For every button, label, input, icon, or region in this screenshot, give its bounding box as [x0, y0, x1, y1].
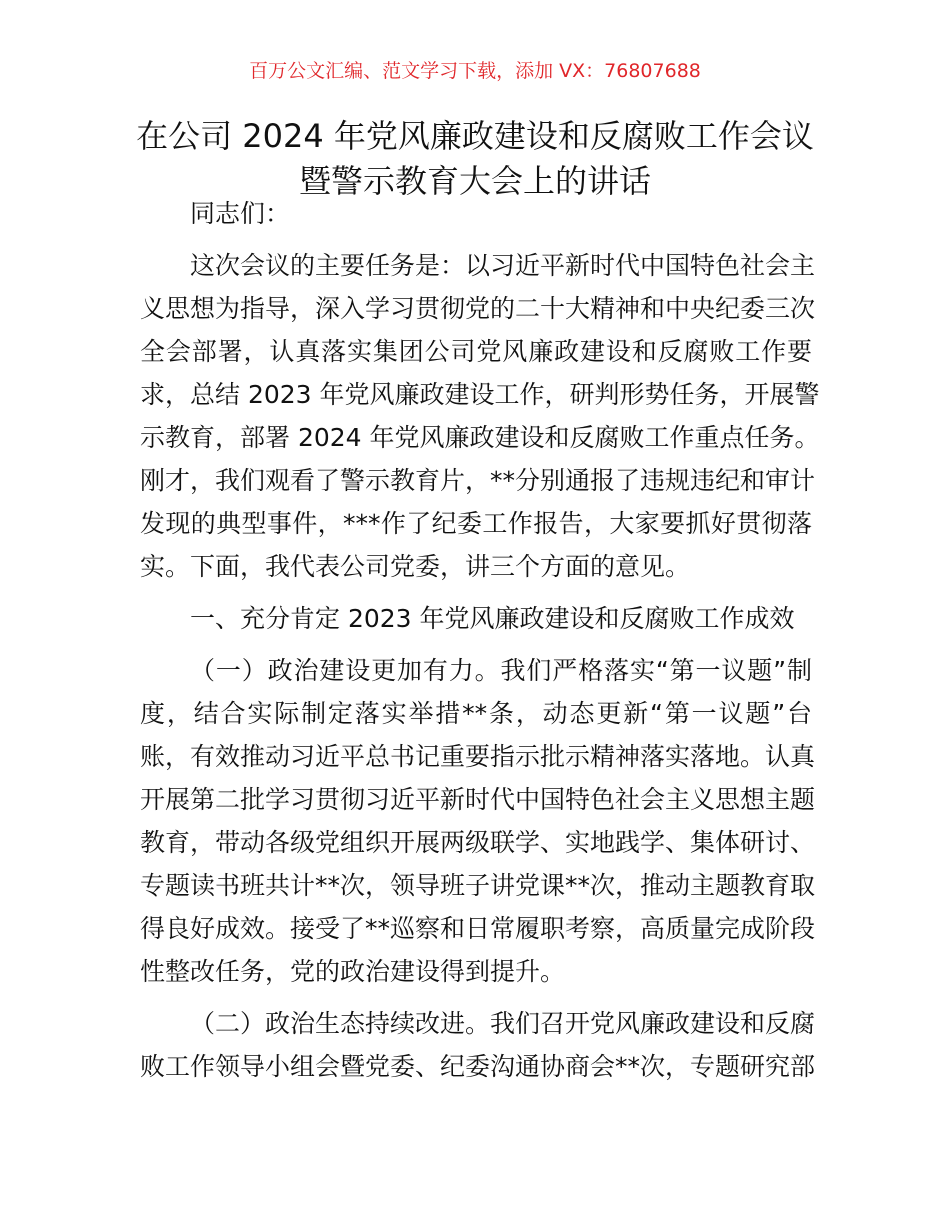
- text-line: 发现的典型事件，***作了纪委工作报告，大家要抓好贯彻落: [140, 509, 812, 538]
- text-line: 得良好成效。接受了**巡察和日常履职考察，高质量完成阶段: [140, 914, 816, 943]
- paragraph: [140, 597, 812, 640]
- text-line: 性整改任务，党的政治建设得到提升。: [140, 957, 566, 986]
- document-title: [0, 114, 950, 204]
- text-line: （二）政治生态持续改进。我们召开党风廉政建设和反腐: [190, 1009, 816, 1038]
- text-line: 刚才，我们观看了警示教育片，**分别通报了违规违纪和审计: [140, 466, 816, 495]
- text-line: 义思想为指导，深入学习贯彻党的二十大精神和中央纪委三次: [140, 294, 816, 323]
- text-line: 开展第二批学习贯彻习近平新时代中国特色社会主义思想主题: [140, 785, 816, 814]
- text-line: 示教育，部署 2024 年党风廉政建设和反腐败工作重点任务。: [140, 423, 820, 452]
- text-line: 同志们：: [190, 199, 291, 228]
- text-line: 实。下面，我代表公司党委，讲三个方面的意见。: [140, 552, 691, 581]
- text-line: 账，有效推动习近平总书记重要指示批示精神落实落地。认真: [140, 742, 816, 771]
- text-line: 度，结合实际制定落实举措**条，动态更新“第一议题”台: [140, 699, 812, 728]
- document-body: [140, 192, 820, 1088]
- paragraph: [140, 1002, 816, 1088]
- watermark-banner: 百万公文汇编、范文学习下载，添加 VX：76807688: [249, 60, 701, 82]
- title-line: 在公司 2024 年党风廉政建设和反腐败工作会议: [136, 117, 814, 155]
- text-line: 全会部署，认真落实集团公司党风廉政建设和反腐败工作要: [140, 337, 812, 366]
- text-line: （一）政治建设更加有力。我们严格落实“第一议题”制: [190, 656, 812, 685]
- text-line: 一、充分肯定 2023 年党风廉政建设和反腐败工作成效: [190, 604, 795, 633]
- text-line: 败工作领导小组会暨党委、纪委沟通协商会**次，专题研究部: [140, 1052, 816, 1081]
- paragraph: [140, 649, 816, 993]
- paragraph: [140, 192, 812, 235]
- text-line: 专题读书班共计**次，领导班子讲党课**次，推动主题教育取: [140, 871, 816, 900]
- paragraph: [140, 244, 820, 588]
- text-line: 求，总结 2023 年党风廉政建设工作，研判形势任务，开展警: [140, 380, 820, 409]
- title-line: 暨警示教育大会上的讲话: [298, 162, 651, 200]
- text-line: 这次会议的主要任务是：以习近平新时代中国特色社会主: [190, 251, 816, 280]
- text-line: 教育，带动各级党组织开展两级联学、实地践学、集体研讨、: [140, 828, 816, 857]
